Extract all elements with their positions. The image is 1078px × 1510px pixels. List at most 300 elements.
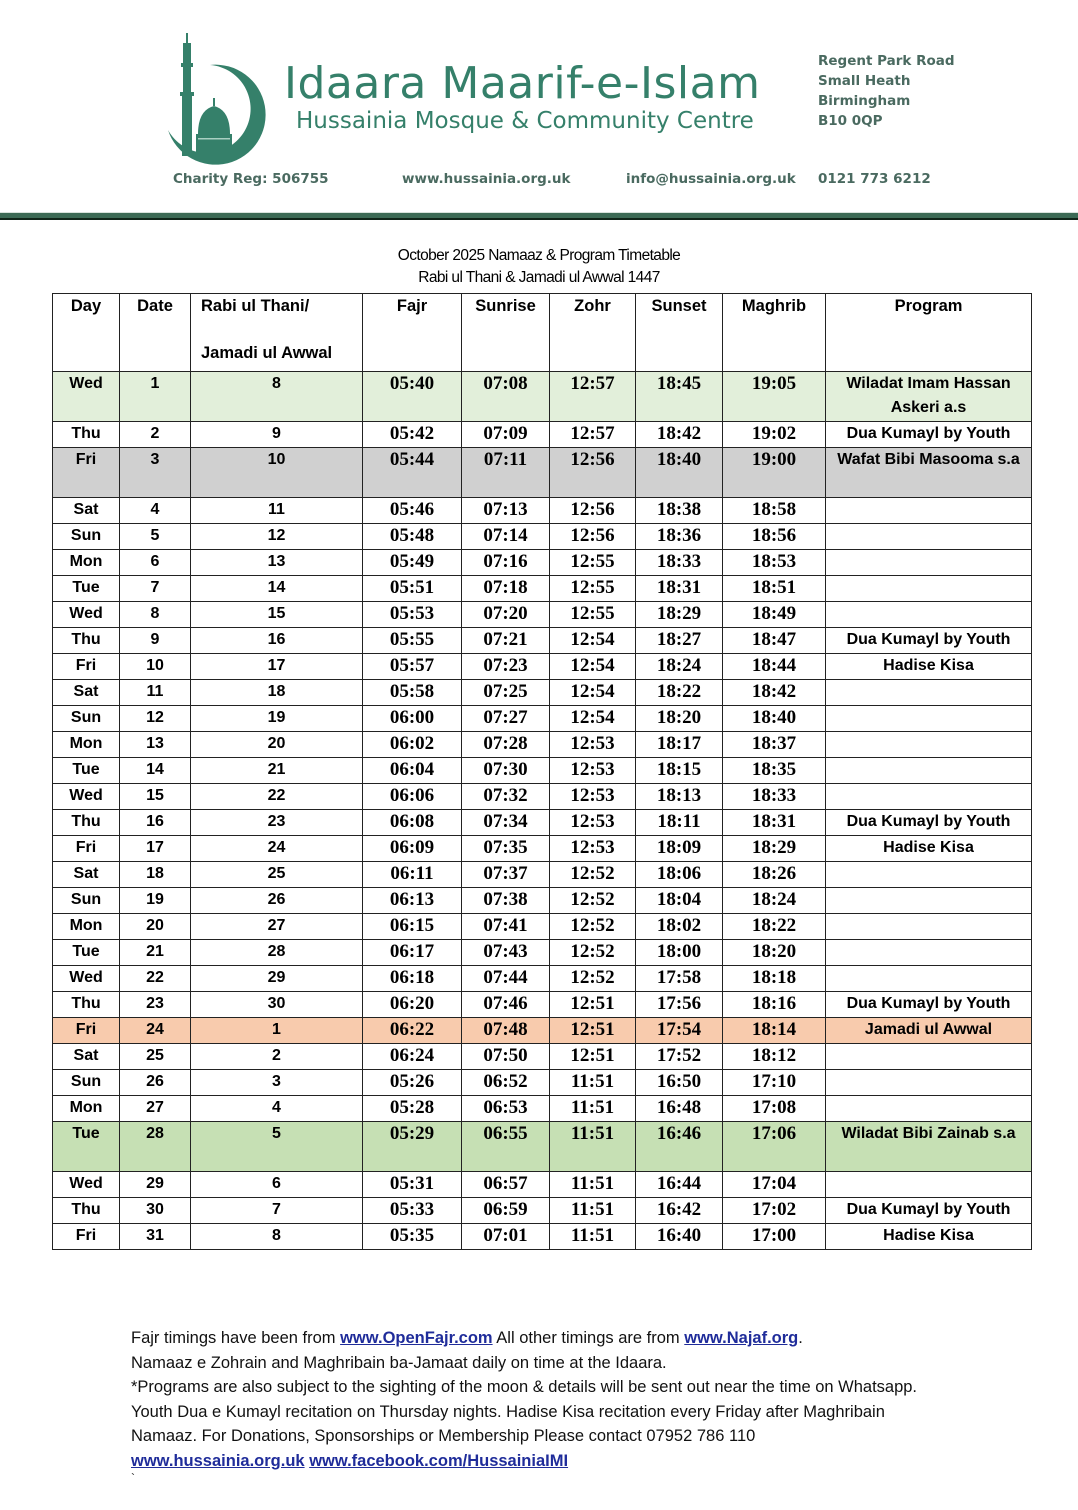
- day-cell: Thu: [53, 810, 120, 836]
- fajr-time-cell: 06:15: [363, 914, 462, 940]
- fajr-time-cell: 05:58: [363, 680, 462, 706]
- zohr-time-cell: 11:51: [550, 1070, 636, 1096]
- footer-line-sources: [131, 1326, 941, 1351]
- zohr-time-cell: 12:56: [550, 524, 636, 550]
- day-cell: Thu: [53, 992, 120, 1018]
- table-row: [53, 372, 1032, 422]
- date-cell: 15: [120, 784, 191, 810]
- program-cell: [826, 940, 1032, 966]
- sunrise-time-cell: 07:44: [462, 966, 550, 992]
- sunset-time-cell: 18:17: [636, 732, 723, 758]
- zohr-time-cell: 11:51: [550, 1198, 636, 1224]
- hijri-date-cell: 29: [191, 966, 363, 992]
- hijri-date-cell: 7: [191, 1198, 363, 1224]
- fajr-time-cell: 05:51: [363, 576, 462, 602]
- date-cell: 7: [120, 576, 191, 602]
- fajr-time-cell: 05:31: [363, 1172, 462, 1198]
- sunrise-time-cell: 07:25: [462, 680, 550, 706]
- date-cell: 1: [120, 372, 191, 422]
- day-cell: Fri: [53, 448, 120, 498]
- hijri-date-cell: 12: [191, 524, 363, 550]
- date-cell: 29: [120, 1172, 191, 1198]
- facebook-link[interactable]: www.facebook.com/HussainiaIMI: [309, 1451, 569, 1470]
- day-cell: Sat: [53, 498, 120, 524]
- table-row: [53, 448, 1032, 498]
- day-cell: Thu: [53, 628, 120, 654]
- maghrib-time-cell: 18:44: [723, 654, 826, 680]
- day-cell: Wed: [53, 372, 120, 422]
- hijri-date-cell: 5: [191, 1122, 363, 1172]
- col-header-hijri: [191, 294, 363, 372]
- maghrib-time-cell: 17:04: [723, 1172, 826, 1198]
- program-cell: Wiladat Bibi Zainab s.a: [826, 1122, 1032, 1172]
- program-cell: [826, 862, 1032, 888]
- sunset-time-cell: 18:40: [636, 448, 723, 498]
- maghrib-time-cell: 18:40: [723, 706, 826, 732]
- table-row: [53, 758, 1032, 784]
- day-cell: Wed: [53, 602, 120, 628]
- day-cell: Fri: [53, 1224, 120, 1250]
- zohr-time-cell: 11:51: [550, 1172, 636, 1198]
- hijri-date-cell: 27: [191, 914, 363, 940]
- sunrise-time-cell: 07:50: [462, 1044, 550, 1070]
- sunset-time-cell: 18:02: [636, 914, 723, 940]
- date-cell: 25: [120, 1044, 191, 1070]
- sunrise-time-cell: 07:20: [462, 602, 550, 628]
- zohr-time-cell: 12:51: [550, 992, 636, 1018]
- website-text: www.hussainia.org.uk: [402, 171, 571, 187]
- date-cell: 8: [120, 602, 191, 628]
- zohr-time-cell: 12:54: [550, 628, 636, 654]
- date-cell: 6: [120, 550, 191, 576]
- sunrise-time-cell: 07:35: [462, 836, 550, 862]
- fajr-time-cell: 06:13: [363, 888, 462, 914]
- sunrise-time-cell: 07:14: [462, 524, 550, 550]
- table-row: [53, 628, 1032, 654]
- address-line: Small Heath: [818, 73, 911, 89]
- maghrib-time-cell: 19:02: [723, 422, 826, 448]
- hijri-date-cell: 13: [191, 550, 363, 576]
- zohr-time-cell: 12:54: [550, 680, 636, 706]
- table-row: [53, 1018, 1032, 1044]
- table-row: [53, 422, 1032, 448]
- footer-text: All other timings are from: [492, 1329, 685, 1347]
- zohr-time-cell: 12:54: [550, 654, 636, 680]
- najaf-link[interactable]: www.Najaf.org: [684, 1329, 799, 1347]
- table-row: [53, 524, 1032, 550]
- day-cell: Tue: [53, 940, 120, 966]
- sunrise-time-cell: 07:18: [462, 576, 550, 602]
- date-cell: 19: [120, 888, 191, 914]
- footer-links: [131, 1449, 941, 1474]
- hijri-date-cell: 8: [191, 372, 363, 422]
- day-cell: Thu: [53, 1198, 120, 1224]
- program-cell: Dua Kumayl by Youth: [826, 628, 1032, 654]
- zohr-time-cell: 12:52: [550, 940, 636, 966]
- fajr-time-cell: 06:20: [363, 992, 462, 1018]
- program-cell: Dua Kumayl by Youth: [826, 422, 1032, 448]
- sunrise-time-cell: 06:53: [462, 1096, 550, 1122]
- col-header-zohr: Zohr: [550, 294, 636, 372]
- date-cell: 24: [120, 1018, 191, 1044]
- day-cell: Sun: [53, 888, 120, 914]
- sunset-time-cell: 18:13: [636, 784, 723, 810]
- table-row: [53, 706, 1032, 732]
- fajr-time-cell: 05:33: [363, 1198, 462, 1224]
- program-cell: [826, 706, 1032, 732]
- sunset-time-cell: 16:44: [636, 1172, 723, 1198]
- maghrib-time-cell: 18:42: [723, 680, 826, 706]
- sunset-time-cell: 18:36: [636, 524, 723, 550]
- fajr-time-cell: 05:48: [363, 524, 462, 550]
- sunrise-time-cell: 06:59: [462, 1198, 550, 1224]
- fajr-time-cell: 06:06: [363, 784, 462, 810]
- table-row: [53, 784, 1032, 810]
- hijri-date-cell: 6: [191, 1172, 363, 1198]
- day-cell: Wed: [53, 1172, 120, 1198]
- hijri-date-cell: 3: [191, 1070, 363, 1096]
- fajr-time-cell: 06:18: [363, 966, 462, 992]
- sunset-time-cell: 18:33: [636, 550, 723, 576]
- phone-text: 0121 773 6212: [818, 171, 931, 187]
- maghrib-time-cell: 18:26: [723, 862, 826, 888]
- sunrise-time-cell: 06:55: [462, 1122, 550, 1172]
- program-cell: [826, 680, 1032, 706]
- address-line: B10 0QP: [818, 113, 883, 129]
- program-cell: [826, 550, 1032, 576]
- hijri-date-cell: 8: [191, 1224, 363, 1250]
- title-line-1: October 2025 Namaaz & Program Timetable: [397, 247, 681, 264]
- maghrib-time-cell: 17:02: [723, 1198, 826, 1224]
- fajr-time-cell: 06:11: [363, 862, 462, 888]
- sunset-time-cell: 18:09: [636, 836, 723, 862]
- maghrib-time-cell: 17:00: [723, 1224, 826, 1250]
- fajr-time-cell: 05:40: [363, 372, 462, 422]
- timetable-body: [53, 372, 1032, 1250]
- sunrise-time-cell: 07:21: [462, 628, 550, 654]
- program-cell: [826, 1172, 1032, 1198]
- table-row: [53, 1096, 1032, 1122]
- sunrise-time-cell: 07:13: [462, 498, 550, 524]
- fajr-time-cell: 05:57: [363, 654, 462, 680]
- maghrib-time-cell: 18:18: [723, 966, 826, 992]
- table-row: [53, 1122, 1032, 1172]
- hijri-date-cell: 30: [191, 992, 363, 1018]
- date-cell: 14: [120, 758, 191, 784]
- sunset-time-cell: 16:46: [636, 1122, 723, 1172]
- sunset-time-cell: 17:58: [636, 966, 723, 992]
- day-cell: Sun: [53, 706, 120, 732]
- fajr-time-cell: 05:55: [363, 628, 462, 654]
- col-header-sunrise: Sunrise: [462, 294, 550, 372]
- table-row: [53, 1198, 1032, 1224]
- program-cell: Hadise Kisa: [826, 836, 1032, 862]
- hijri-date-cell: 28: [191, 940, 363, 966]
- sunrise-time-cell: 07:32: [462, 784, 550, 810]
- day-cell: Mon: [53, 550, 120, 576]
- zohr-time-cell: 12:56: [550, 448, 636, 498]
- program-cell: Hadise Kisa: [826, 1224, 1032, 1250]
- address-block: [818, 51, 955, 131]
- fajr-time-cell: 06:00: [363, 706, 462, 732]
- org-title: Idaara Maarif-e-Islam: [284, 58, 761, 109]
- fajr-time-cell: 05:42: [363, 422, 462, 448]
- fajr-time-cell: 06:22: [363, 1018, 462, 1044]
- fajr-time-cell: 06:17: [363, 940, 462, 966]
- maghrib-time-cell: 17:10: [723, 1070, 826, 1096]
- day-cell: Sun: [53, 1070, 120, 1096]
- sunrise-time-cell: 07:43: [462, 940, 550, 966]
- day-cell: Wed: [53, 966, 120, 992]
- sunrise-time-cell: 07:30: [462, 758, 550, 784]
- hijri-header-line2: Jamadi ul Awwal: [201, 344, 333, 362]
- hijri-date-cell: 11: [191, 498, 363, 524]
- maghrib-time-cell: 18:58: [723, 498, 826, 524]
- zohr-time-cell: 12:55: [550, 576, 636, 602]
- fajr-time-cell: 06:09: [363, 836, 462, 862]
- table-row: [53, 576, 1032, 602]
- hijri-date-cell: 18: [191, 680, 363, 706]
- table-row: [53, 914, 1032, 940]
- date-cell: 22: [120, 966, 191, 992]
- table-row: [53, 602, 1032, 628]
- table-row: [53, 498, 1032, 524]
- zohr-time-cell: 11:51: [550, 1096, 636, 1122]
- day-cell: Tue: [53, 576, 120, 602]
- zohr-time-cell: 12:53: [550, 784, 636, 810]
- day-cell: Fri: [53, 654, 120, 680]
- timetable: [52, 293, 1032, 1250]
- sunset-time-cell: 16:50: [636, 1070, 723, 1096]
- maghrib-time-cell: 18:56: [723, 524, 826, 550]
- program-cell: [826, 888, 1032, 914]
- fajr-time-cell: 06:24: [363, 1044, 462, 1070]
- maghrib-time-cell: 18:53: [723, 550, 826, 576]
- col-header-date: Date: [120, 294, 191, 372]
- date-cell: 11: [120, 680, 191, 706]
- mosque-crescent-logo-icon: [160, 30, 270, 165]
- col-header-day: Day: [53, 294, 120, 372]
- sunrise-time-cell: 07:23: [462, 654, 550, 680]
- date-cell: 10: [120, 654, 191, 680]
- address-line: Regent Park Road: [818, 53, 955, 69]
- date-cell: 18: [120, 862, 191, 888]
- openfajr-link[interactable]: www.OpenFajr.com: [340, 1329, 493, 1347]
- table-row: [53, 1172, 1032, 1198]
- zohr-time-cell: 12:51: [550, 1044, 636, 1070]
- maghrib-time-cell: 18:20: [723, 940, 826, 966]
- program-cell: [826, 576, 1032, 602]
- col-header-program: Program: [826, 294, 1032, 372]
- maghrib-time-cell: 18:31: [723, 810, 826, 836]
- table-row: [53, 992, 1032, 1018]
- maghrib-time-cell: 18:29: [723, 836, 826, 862]
- zohr-time-cell: 12:53: [550, 732, 636, 758]
- date-cell: 2: [120, 422, 191, 448]
- table-row: [53, 836, 1032, 862]
- hijri-date-cell: 24: [191, 836, 363, 862]
- footer-line-moon: *Programs are also subject to the sighting of the moon & details will be sent out near the time on Whatsapp.: [131, 1378, 918, 1396]
- maghrib-time-cell: 19:05: [723, 372, 826, 422]
- date-cell: 5: [120, 524, 191, 550]
- maghrib-time-cell: 18:35: [723, 758, 826, 784]
- zohr-time-cell: 12:55: [550, 602, 636, 628]
- col-header-maghrib: Maghrib: [723, 294, 826, 372]
- website-link[interactable]: www.hussainia.org.uk: [131, 1451, 305, 1470]
- org-subtitle: Hussainia Mosque & Community Centre: [296, 108, 754, 134]
- sunrise-time-cell: 07:48: [462, 1018, 550, 1044]
- maghrib-time-cell: 18:22: [723, 914, 826, 940]
- sunset-time-cell: 18:27: [636, 628, 723, 654]
- col-header-fajr: Fajr: [363, 294, 462, 372]
- sunset-time-cell: 18:38: [636, 498, 723, 524]
- hijri-date-cell: 4: [191, 1096, 363, 1122]
- program-cell: [826, 914, 1032, 940]
- sunset-time-cell: 17:54: [636, 1018, 723, 1044]
- zohr-time-cell: 12:52: [550, 888, 636, 914]
- sunrise-time-cell: 07:11: [462, 448, 550, 498]
- maghrib-time-cell: 18:49: [723, 602, 826, 628]
- sunset-time-cell: 17:52: [636, 1044, 723, 1070]
- sunset-time-cell: 16:40: [636, 1224, 723, 1250]
- day-cell: Mon: [53, 732, 120, 758]
- sunset-time-cell: 18:31: [636, 576, 723, 602]
- sunrise-time-cell: 07:34: [462, 810, 550, 836]
- sunrise-time-cell: 07:08: [462, 372, 550, 422]
- maghrib-time-cell: 18:47: [723, 628, 826, 654]
- fajr-time-cell: 05:35: [363, 1224, 462, 1250]
- sunrise-time-cell: 07:41: [462, 914, 550, 940]
- day-cell: Sat: [53, 1044, 120, 1070]
- footer-text: .: [798, 1329, 803, 1347]
- hijri-date-cell: 23: [191, 810, 363, 836]
- date-cell: 27: [120, 1096, 191, 1122]
- hijri-date-cell: 15: [191, 602, 363, 628]
- date-cell: 13: [120, 732, 191, 758]
- sunset-time-cell: 16:42: [636, 1198, 723, 1224]
- day-cell: Tue: [53, 1122, 120, 1172]
- date-cell: 30: [120, 1198, 191, 1224]
- program-cell: [826, 498, 1032, 524]
- maghrib-time-cell: 18:37: [723, 732, 826, 758]
- fajr-time-cell: 05:26: [363, 1070, 462, 1096]
- sunrise-time-cell: 07:09: [462, 422, 550, 448]
- date-cell: 12: [120, 706, 191, 732]
- table-row: [53, 654, 1032, 680]
- title-line-2: Rabi ul Thani & Jamadi ul Awwal 1447: [418, 269, 660, 286]
- program-cell: [826, 524, 1032, 550]
- hijri-date-cell: 16: [191, 628, 363, 654]
- sunrise-time-cell: 06:52: [462, 1070, 550, 1096]
- day-cell: Sat: [53, 862, 120, 888]
- header-divider: [0, 212, 1078, 220]
- day-cell: Mon: [53, 1096, 120, 1122]
- sunset-time-cell: 18:20: [636, 706, 723, 732]
- hijri-date-cell: 21: [191, 758, 363, 784]
- program-cell: [826, 758, 1032, 784]
- day-cell: Sat: [53, 680, 120, 706]
- sunrise-time-cell: 07:37: [462, 862, 550, 888]
- zohr-time-cell: 12:51: [550, 1018, 636, 1044]
- sunset-time-cell: 18:00: [636, 940, 723, 966]
- zohr-time-cell: 12:54: [550, 706, 636, 732]
- sunrise-time-cell: 06:57: [462, 1172, 550, 1198]
- zohr-time-cell: 12:52: [550, 914, 636, 940]
- zohr-time-cell: 12:56: [550, 498, 636, 524]
- table-row: [53, 940, 1032, 966]
- letterhead: [0, 0, 1078, 220]
- maghrib-time-cell: 19:00: [723, 448, 826, 498]
- zohr-time-cell: 12:57: [550, 422, 636, 448]
- zohr-time-cell: 12:53: [550, 758, 636, 784]
- sunrise-time-cell: 07:16: [462, 550, 550, 576]
- col-header-sunset: Sunset: [636, 294, 723, 372]
- header-row: [53, 294, 1032, 372]
- table-row: [53, 862, 1032, 888]
- day-cell: Fri: [53, 836, 120, 862]
- maghrib-time-cell: 17:08: [723, 1096, 826, 1122]
- hijri-date-cell: 19: [191, 706, 363, 732]
- program-cell: Jamadi ul Awwal: [826, 1018, 1032, 1044]
- sunset-time-cell: 18:15: [636, 758, 723, 784]
- program-cell: Dua Kumayl by Youth: [826, 810, 1032, 836]
- sunset-time-cell: 18:06: [636, 862, 723, 888]
- date-cell: 17: [120, 836, 191, 862]
- zohr-time-cell: 11:51: [550, 1122, 636, 1172]
- table-row: [53, 1044, 1032, 1070]
- fajr-time-cell: 06:08: [363, 810, 462, 836]
- table-row: [53, 810, 1032, 836]
- program-cell: Dua Kumayl by Youth: [826, 992, 1032, 1018]
- table-row: [53, 1224, 1032, 1250]
- sunset-time-cell: 18:22: [636, 680, 723, 706]
- sunrise-time-cell: 07:01: [462, 1224, 550, 1250]
- sunrise-time-cell: 07:46: [462, 992, 550, 1018]
- sunrise-time-cell: 07:28: [462, 732, 550, 758]
- maghrib-time-cell: 18:16: [723, 992, 826, 1018]
- program-cell: [826, 784, 1032, 810]
- date-cell: 26: [120, 1070, 191, 1096]
- table-row: [53, 550, 1032, 576]
- sunset-time-cell: 18:04: [636, 888, 723, 914]
- fajr-time-cell: 05:46: [363, 498, 462, 524]
- program-cell: Wiladat Imam Hassan Askeri a.s: [826, 372, 1032, 422]
- date-cell: 9: [120, 628, 191, 654]
- program-cell: Wafat Bibi Masooma s.a: [826, 448, 1032, 498]
- zohr-time-cell: 12:53: [550, 810, 636, 836]
- hijri-date-cell: 2: [191, 1044, 363, 1070]
- hijri-date-cell: 20: [191, 732, 363, 758]
- footer-notes: [131, 1326, 941, 1483]
- table-row: [53, 1070, 1032, 1096]
- hijri-date-cell: 25: [191, 862, 363, 888]
- sunset-time-cell: 17:56: [636, 992, 723, 1018]
- zohr-time-cell: 11:51: [550, 1224, 636, 1250]
- zohr-time-cell: 12:53: [550, 836, 636, 862]
- hijri-date-cell: 17: [191, 654, 363, 680]
- charity-reg: Charity Reg: 506755: [173, 171, 329, 187]
- maghrib-time-cell: 18:33: [723, 784, 826, 810]
- hijri-header-line1: Rabi ul Thani/: [201, 297, 310, 315]
- date-cell: 31: [120, 1224, 191, 1250]
- sunset-time-cell: 16:48: [636, 1096, 723, 1122]
- sunrise-time-cell: 07:38: [462, 888, 550, 914]
- program-cell: [826, 1044, 1032, 1070]
- hijri-date-cell: 22: [191, 784, 363, 810]
- zohr-time-cell: 12:55: [550, 550, 636, 576]
- day-cell: Wed: [53, 784, 120, 810]
- day-cell: Fri: [53, 1018, 120, 1044]
